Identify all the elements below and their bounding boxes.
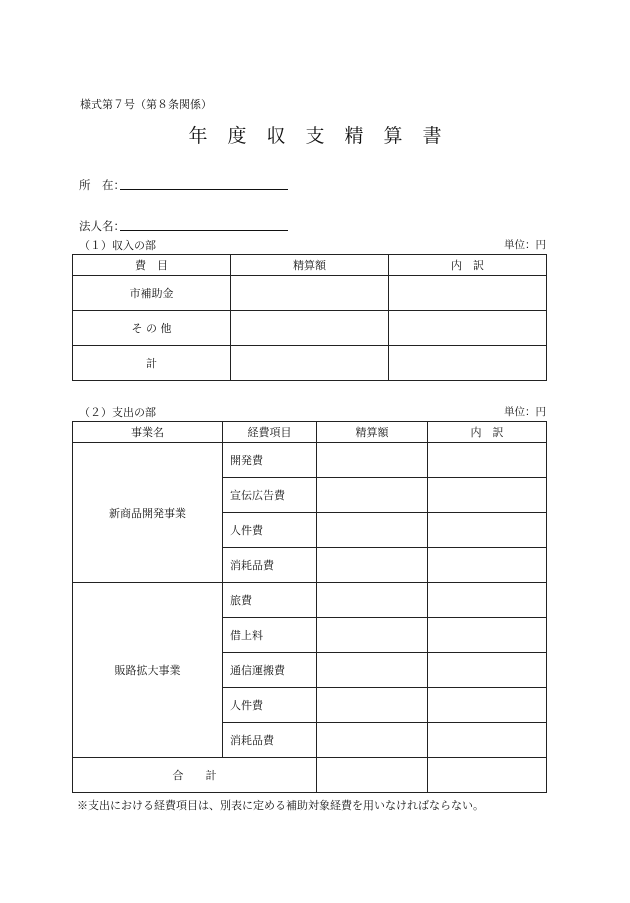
corporation-input-line[interactable] (120, 230, 288, 231)
expense-section-label: （２）支出の部 (79, 406, 156, 419)
corporation-label: 法人名： (79, 219, 125, 233)
income-table (72, 254, 547, 381)
expense-item: 人件費 (223, 513, 317, 548)
income-item: 計 (73, 346, 231, 381)
table-row (73, 311, 547, 346)
income-amount-cell[interactable] (231, 311, 389, 346)
income-item: 市補助金 (73, 276, 231, 311)
expense-breakdown-cell[interactable] (428, 723, 547, 758)
income-amount-cell[interactable] (231, 346, 389, 381)
table-row (73, 346, 547, 381)
document-title: 年度収支精算書 (188, 125, 462, 147)
project-name: 新商品開発事業 (73, 443, 223, 583)
expense-breakdown-cell[interactable] (428, 688, 547, 723)
expense-item: 人件費 (223, 688, 317, 723)
expense-table (72, 421, 547, 793)
income-unit-label: 単位：円 (504, 239, 546, 251)
expense-amount-cell[interactable] (317, 583, 428, 618)
expense-amount-cell[interactable] (317, 443, 428, 478)
income-section-label: （１）収入の部 (79, 239, 156, 252)
expense-item: 消耗品費 (223, 723, 317, 758)
expense-item: 消耗品費 (223, 548, 317, 583)
income-header-amount: 精算額 (231, 255, 389, 276)
expense-breakdown-cell[interactable] (428, 583, 547, 618)
total-breakdown-cell[interactable] (428, 758, 547, 793)
expense-header-project: 事業名 (73, 422, 223, 443)
project-name: 販路拡大事業 (73, 583, 223, 758)
expense-breakdown-cell[interactable] (428, 443, 547, 478)
table-row (73, 443, 547, 478)
expense-header-category: 経費項目 (223, 422, 317, 443)
income-header-breakdown: 内 訳 (389, 255, 547, 276)
table-row (73, 276, 547, 311)
expense-amount-cell[interactable] (317, 688, 428, 723)
expense-breakdown-cell[interactable] (428, 653, 547, 688)
income-amount-cell[interactable] (231, 276, 389, 311)
income-item: そ の 他 (73, 311, 231, 346)
income-breakdown-cell[interactable] (389, 346, 547, 381)
table-row (73, 583, 547, 618)
form-number: 様式第７号（第８条関係） (80, 98, 212, 111)
expense-item: 借上料 (223, 618, 317, 653)
expense-item: 通信運搬費 (223, 653, 317, 688)
expense-amount-cell[interactable] (317, 653, 428, 688)
expense-amount-cell[interactable] (317, 513, 428, 548)
expense-amount-cell[interactable] (317, 618, 428, 653)
expense-breakdown-cell[interactable] (428, 478, 547, 513)
expense-amount-cell[interactable] (317, 548, 428, 583)
footnote: ※支出における経費項目は、別表に定める補助対象経費を用いなければならない。 (77, 799, 484, 812)
total-label: 合 計 (73, 758, 317, 793)
income-breakdown-cell[interactable] (389, 311, 547, 346)
income-header-row (73, 255, 547, 276)
expense-breakdown-cell[interactable] (428, 618, 547, 653)
total-row (73, 758, 547, 793)
expense-breakdown-cell[interactable] (428, 513, 547, 548)
total-amount-cell[interactable] (317, 758, 428, 793)
expense-header-row (73, 422, 547, 443)
expense-item: 開発費 (223, 443, 317, 478)
expense-unit-label: 単位：円 (504, 406, 546, 418)
location-input-line[interactable] (120, 189, 288, 190)
expense-header-breakdown: 内 訳 (428, 422, 547, 443)
expense-breakdown-cell[interactable] (428, 548, 547, 583)
location-label: 所 在： (79, 178, 125, 192)
expense-header-amount: 精算額 (317, 422, 428, 443)
expense-item: 旅費 (223, 583, 317, 618)
expense-item: 宣伝広告費 (223, 478, 317, 513)
expense-amount-cell[interactable] (317, 723, 428, 758)
income-header-item: 費 目 (73, 255, 231, 276)
expense-amount-cell[interactable] (317, 478, 428, 513)
income-breakdown-cell[interactable] (389, 276, 547, 311)
